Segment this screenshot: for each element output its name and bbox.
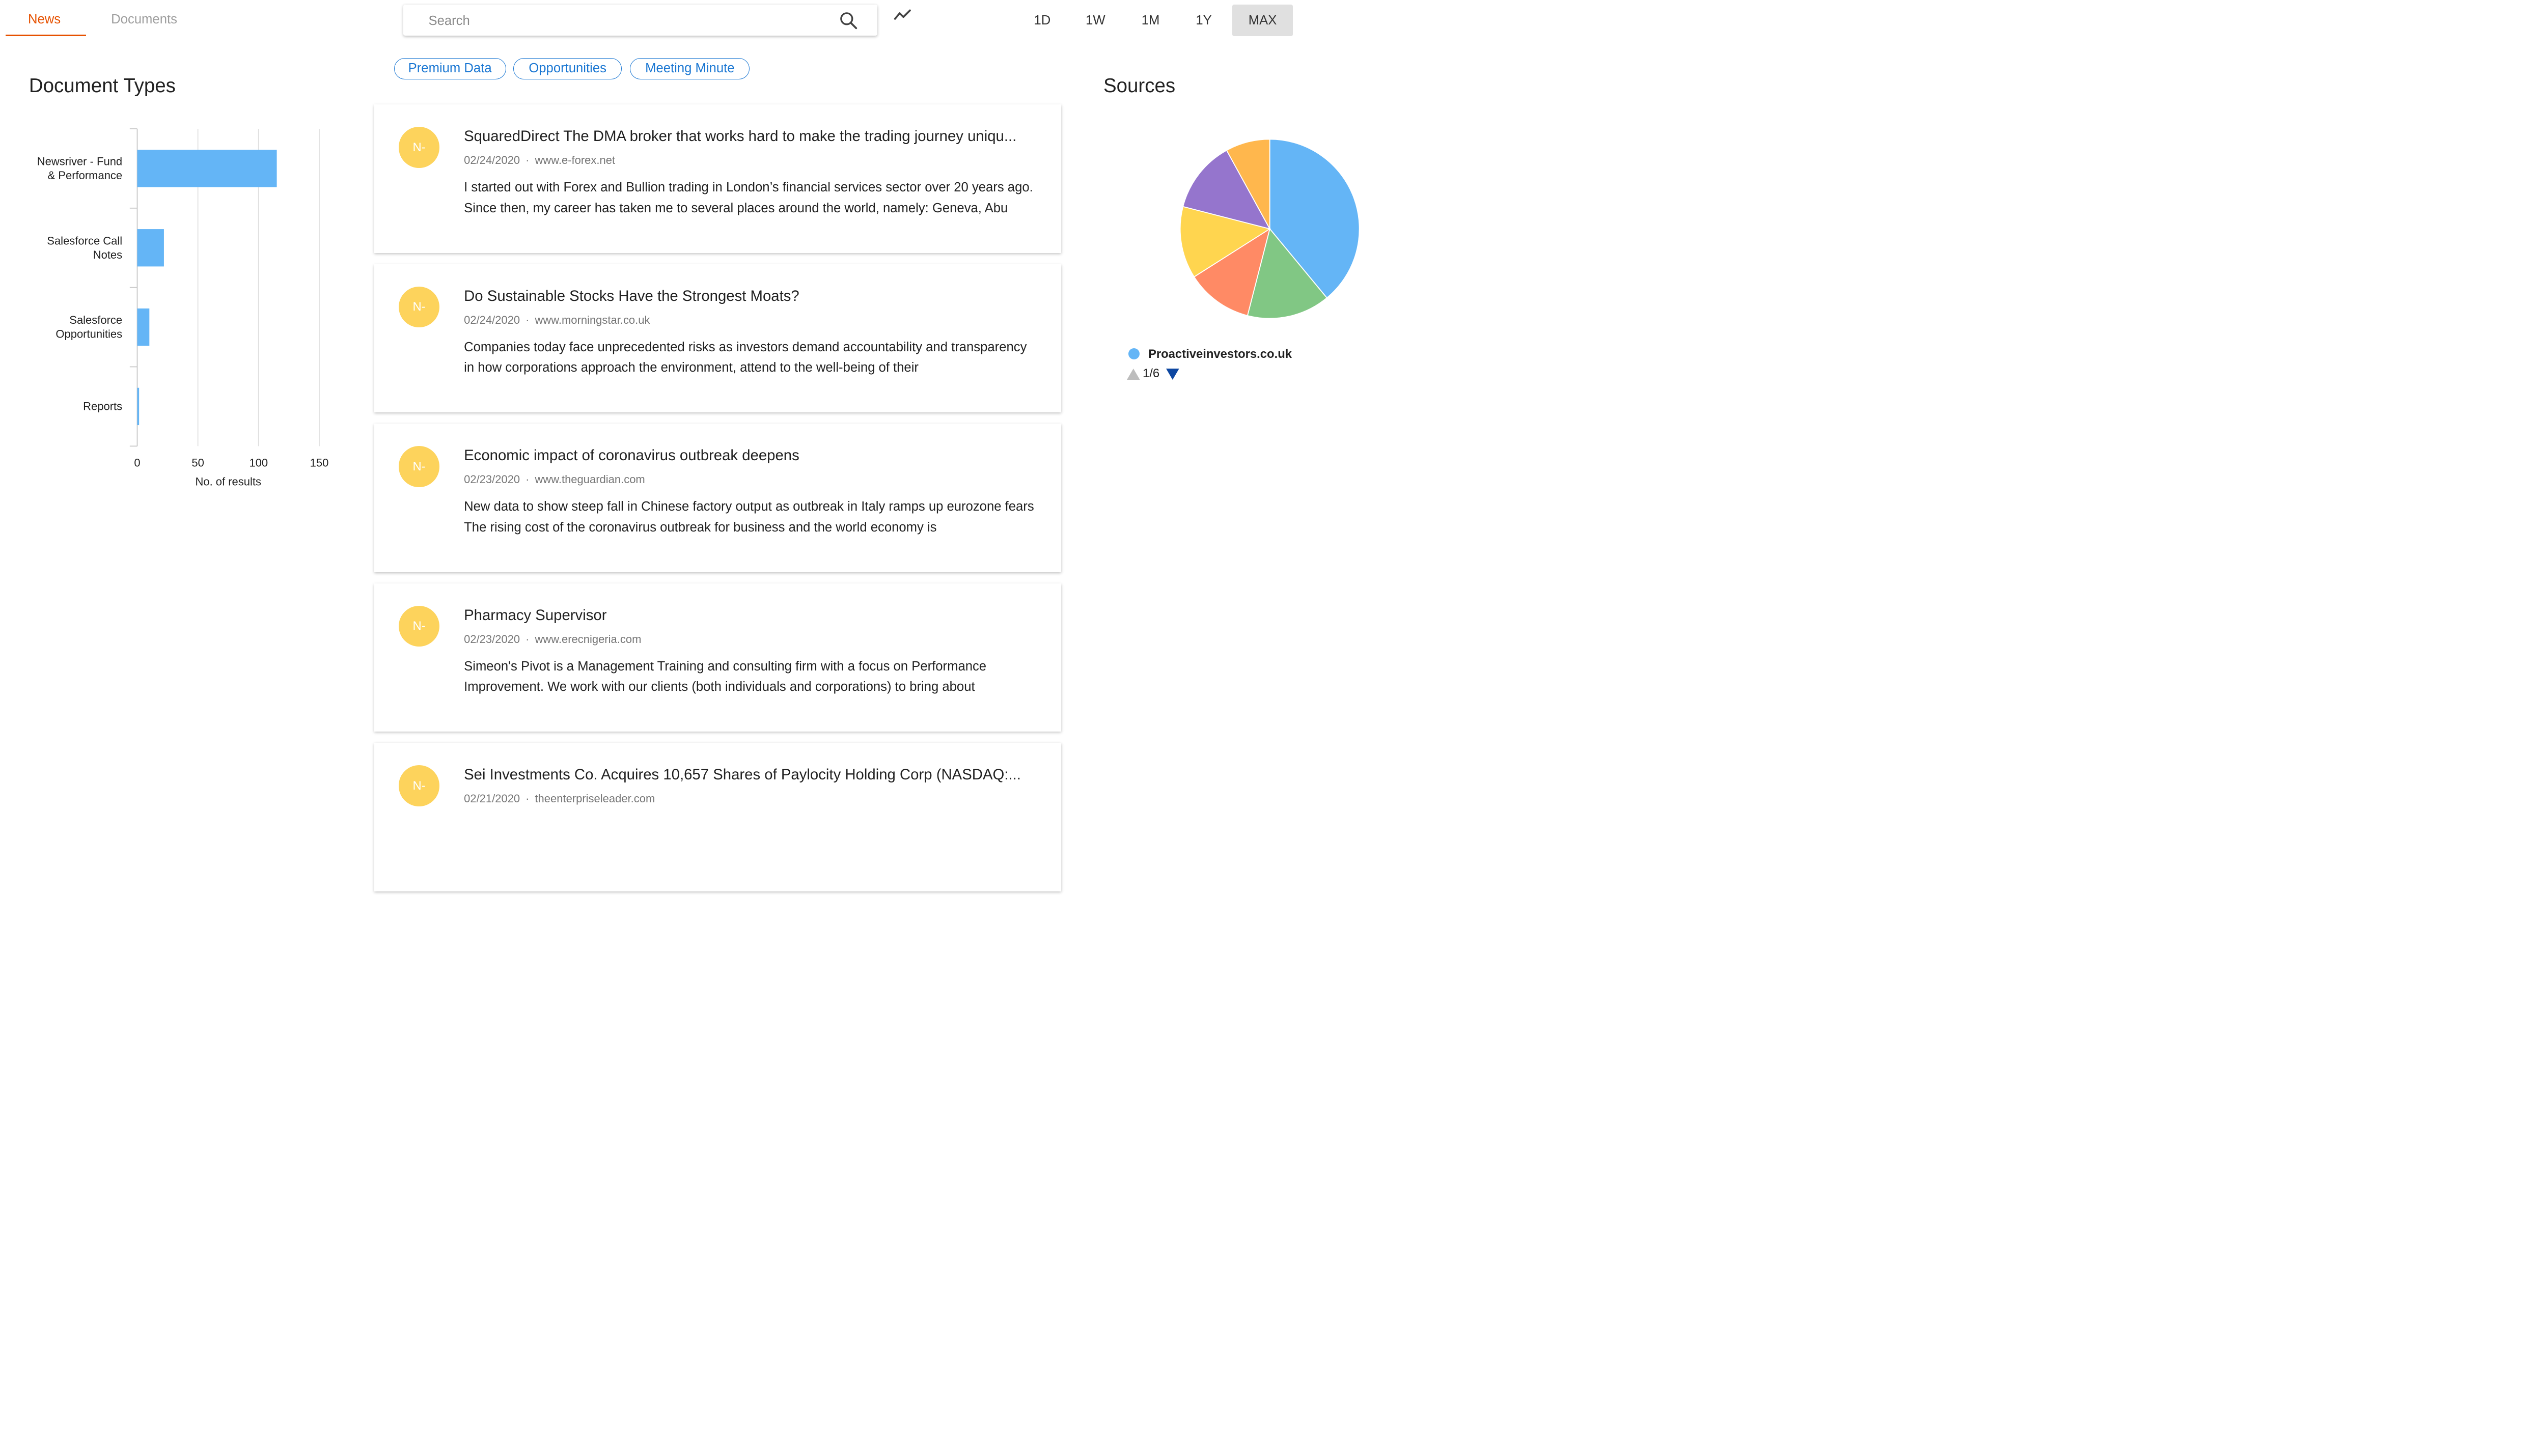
news-meta — [464, 792, 655, 805]
source-avatar: N- — [399, 127, 440, 168]
meta-separator: · — [525, 473, 530, 486]
news-card[interactable] — [374, 264, 1061, 412]
bar — [137, 150, 276, 187]
y-category-label: Salesforce Call — [47, 234, 123, 247]
trend-chart-icon[interactable] — [893, 8, 914, 22]
news-date: 02/24/2020 — [464, 313, 520, 326]
news-snippet: Companies today face unprecedented risks as investors demand accountability and transparency in how corporations approach the environment, attend to the well-being of their — [464, 340, 1027, 375]
legend-label: Proactiveinvestors.co.uk — [1148, 347, 1292, 361]
meta-separator: · — [525, 154, 530, 167]
y-category-label: Newsriver - Fund — [37, 155, 123, 168]
news-title[interactable]: Sei Investments Co. Acquires 10,657 Shares of Paylocity Holding Corp (NASDAQ:... — [464, 766, 1021, 783]
news-date: 02/23/2020 — [464, 473, 520, 486]
tab-documents[interactable]: Documents — [111, 12, 177, 26]
active-tab-indicator — [6, 35, 86, 37]
news-snippet: Simeon's Pivot is a Management Training and consulting firm with a focus on Performance Improvement. We work with our clients (both individuals and corporations) to bring about — [464, 659, 987, 694]
bar — [137, 388, 139, 425]
chip-meeting-minute[interactable]: Meeting Minute — [630, 58, 750, 79]
next-page-icon[interactable] — [1166, 369, 1179, 380]
legend-color-dot — [1128, 348, 1140, 359]
bar — [137, 309, 149, 346]
news-meta — [464, 154, 615, 167]
news-source: www.erecnigeria.com — [535, 632, 642, 646]
y-category-label: Notes — [93, 248, 123, 261]
news-snippet: I started out with Forex and Bullion trading in London’s financial services sector over 20 years ago. Since then, my career has taken me to several places around the world, namely: Geneva, Abu — [464, 180, 1033, 215]
x-tick-label: 0 — [134, 456, 141, 469]
range-max-button[interactable]: MAX — [1232, 5, 1293, 36]
range-1d-button[interactable]: 1D — [1034, 13, 1051, 27]
meta-separator: · — [525, 632, 530, 646]
meta-separator: · — [525, 792, 530, 805]
x-tick-label: 50 — [191, 456, 204, 469]
sources-title: Sources — [1103, 74, 1176, 97]
bar — [137, 229, 163, 266]
news-source: www.theguardian.com — [535, 473, 645, 486]
news-date: 02/23/2020 — [464, 632, 520, 646]
meta-separator: · — [525, 313, 530, 326]
news-snippet: New data to show steep fall in Chinese factory output as outbreak in Italy ramps up eurozone fears The rising cost of the coronavirus outbreak for business and the world economy is — [464, 499, 1034, 535]
source-avatar: N- — [399, 446, 440, 487]
news-meta — [464, 633, 641, 646]
y-category-label: & Performance — [47, 169, 123, 182]
news-source: theenterpriseleader.com — [535, 792, 655, 805]
news-source: www.morningstar.co.uk — [535, 313, 650, 326]
news-card[interactable] — [374, 424, 1061, 572]
source-avatar: N- — [399, 606, 440, 647]
x-axis-label: No. of results — [195, 475, 261, 488]
news-title[interactable]: Do Sustainable Stocks Have the Strongest Moats? — [464, 287, 799, 304]
range-1w-button[interactable]: 1W — [1086, 13, 1105, 27]
source-avatar: N- — [399, 287, 440, 328]
chip-premium-data[interactable]: Premium Data — [394, 58, 506, 79]
news-source: www.e-forex.net — [535, 154, 616, 167]
chip-opportunities[interactable]: Opportunities — [513, 58, 622, 79]
source-avatar: N- — [399, 765, 440, 806]
search-icon[interactable] — [838, 10, 859, 31]
x-tick-label: 150 — [310, 456, 329, 469]
news-title[interactable]: SquaredDirect The DMA broker that works hard to make the trading journey uniqu... — [464, 128, 1017, 145]
previous-page-icon[interactable] — [1127, 369, 1140, 380]
range-1y-button[interactable]: 1Y — [1196, 13, 1212, 27]
news-card[interactable] — [374, 104, 1061, 253]
news-meta — [464, 473, 645, 486]
y-category-label: Reports — [83, 400, 123, 413]
news-meta — [464, 314, 650, 327]
news-date: 02/24/2020 — [464, 154, 520, 167]
document-types-title: Document Types — [29, 74, 176, 97]
x-tick-label: 100 — [249, 456, 268, 469]
legend-page-indicator: 1/6 — [1142, 367, 1160, 381]
sources-pie-chart — [1178, 136, 1365, 323]
y-category-label: Opportunities — [56, 327, 123, 341]
news-date: 02/21/2020 — [464, 792, 520, 805]
search-input[interactable] — [427, 5, 841, 37]
news-title[interactable]: Economic impact of coronavirus outbreak deepens — [464, 447, 799, 464]
document-types-bar-chart — [0, 112, 355, 504]
news-card[interactable] — [374, 743, 1061, 891]
y-category-label: Salesforce — [69, 314, 123, 327]
range-1m-button[interactable]: 1M — [1141, 13, 1160, 27]
news-title[interactable]: Pharmacy Supervisor — [464, 606, 607, 624]
news-card[interactable] — [374, 583, 1061, 732]
search-bar — [403, 5, 877, 35]
tab-news[interactable]: News — [27, 12, 61, 26]
